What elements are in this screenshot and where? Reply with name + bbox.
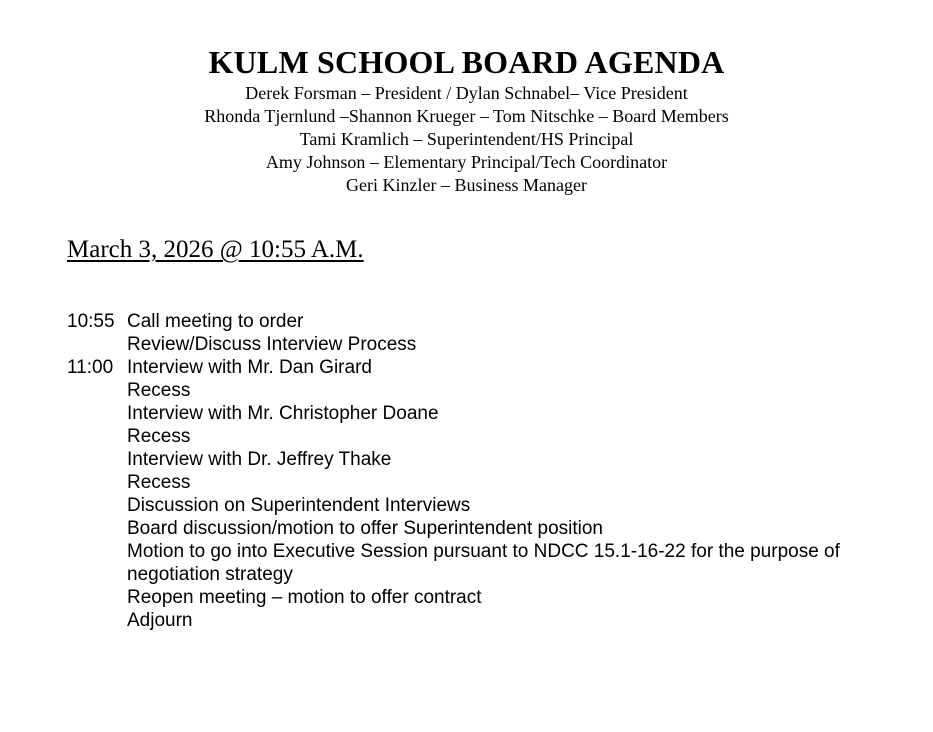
agenda-time: 10:55 — [67, 311, 115, 332]
agenda-item: Recess — [127, 426, 191, 447]
agenda-row — [67, 379, 867, 402]
agenda-item: Reopen meeting – motion to offer contract — [127, 587, 482, 608]
agenda-row — [67, 540, 867, 586]
agenda-row — [67, 425, 867, 448]
agenda-item: Interview with Mr. Dan Girard — [127, 357, 372, 378]
agenda-row — [67, 494, 867, 517]
agenda-row — [67, 402, 867, 425]
agenda-row — [67, 586, 867, 609]
board-officers-line: Derek Forsman – President / Dylan Schnabel– Vice President — [245, 83, 688, 103]
meeting-date: March 3, 2026 @ 10:55 A.M. — [67, 236, 364, 263]
elementary-principal-line: Amy Johnson – Elementary Principal/Tech Coordinator — [265, 152, 668, 172]
agenda-item: Review/Discuss Interview Process — [127, 334, 417, 355]
agenda-item: Call meeting to order — [127, 311, 304, 332]
agenda-row — [67, 609, 867, 632]
agenda-item: Interview with Mr. Christopher Doane — [127, 403, 439, 424]
agenda-item: Discussion on Superintendent Interviews — [127, 495, 471, 516]
agenda-item: Recess — [127, 380, 191, 401]
agenda-row — [67, 448, 867, 471]
agenda-row — [67, 333, 867, 356]
agenda-item: Interview with Dr. Jeffrey Thake — [127, 449, 392, 470]
agenda-header — [0, 44, 933, 197]
page-title: KULM SCHOOL BOARD AGENDA — [208, 44, 725, 80]
business-manager-line: Geri Kinzler – Business Manager — [346, 175, 587, 195]
agenda-row — [67, 310, 867, 333]
agenda-row — [67, 517, 867, 540]
agenda-time: 11:00 — [67, 357, 114, 378]
superintendent-line: Tami Kramlich – Superintendent/HS Principal — [299, 129, 634, 149]
agenda-item: Adjourn — [127, 610, 193, 631]
agenda-item: Motion to go into Executive Session pursuant to NDCC 15.1-16-22 for the purpose of negotiation strategy — [127, 541, 840, 585]
agenda-item: Board discussion/motion to offer Superintendent position — [127, 518, 604, 539]
agenda-row — [67, 356, 867, 379]
agenda-row — [67, 471, 867, 494]
agenda-list — [67, 310, 867, 632]
board-members-line: Rhonda Tjernlund –Shannon Krueger – Tom Nitschke – Board Members — [204, 106, 729, 126]
agenda-item: Recess — [127, 472, 191, 493]
